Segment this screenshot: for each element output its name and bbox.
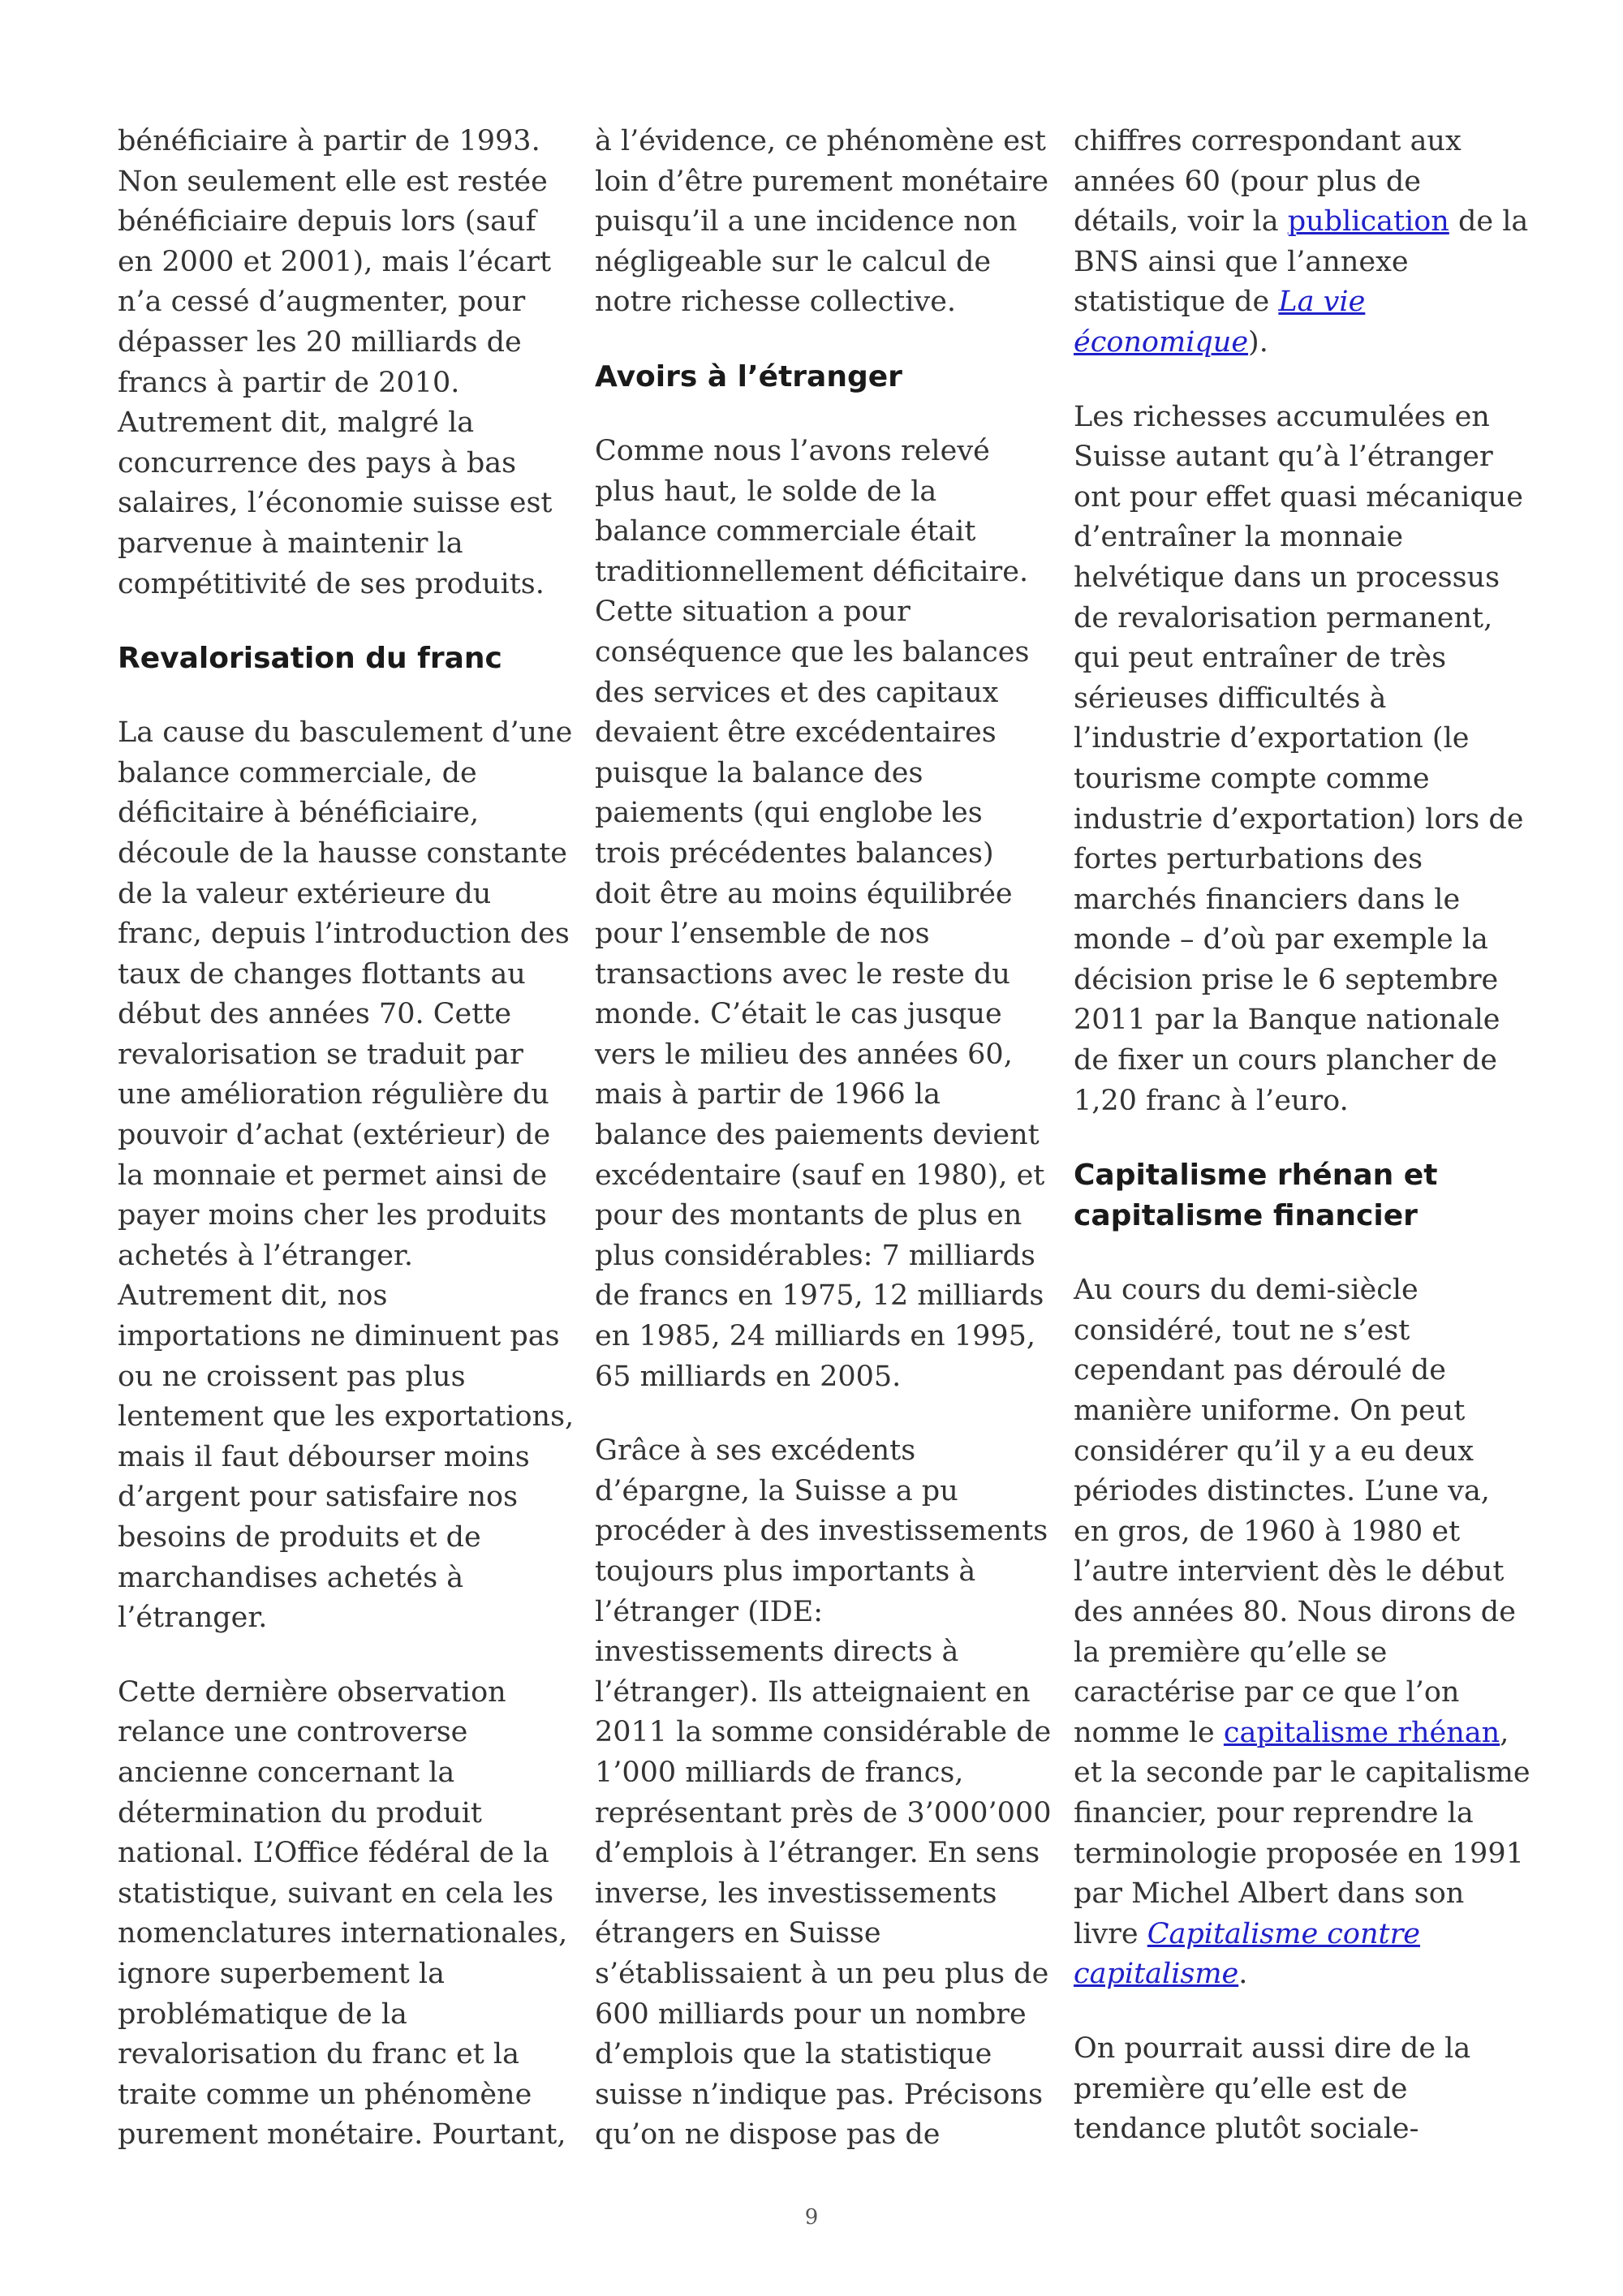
text-line: n’a cessé d’augmenter, pour — [118, 286, 526, 319]
text-line: On pourrait aussi dire de la — [1074, 2032, 1471, 2065]
section-heading — [1074, 1155, 1528, 1236]
text-line: l’industrie d’exportation (le — [1074, 722, 1470, 755]
text-line: en 1985, 24 milliards en 1995, — [595, 1320, 1035, 1353]
text-line: devaient être excédentaires — [595, 716, 997, 750]
text-line: dépasser les 20 milliards de — [118, 325, 522, 359]
text-line: national. L’Office fédéral de la — [118, 1837, 549, 1870]
text-line: déficitaire à bénéficiaire, — [118, 797, 480, 830]
text-line — [1074, 1593, 1528, 1633]
text-segment: statistique de — [1074, 286, 1279, 319]
text-segment: en gros, de 1960 à 1980 et — [1074, 1515, 1461, 1548]
text-line: pour l’ensemble de nos — [595, 918, 930, 951]
paragraph — [118, 122, 572, 604]
text-line: qu’on ne dispose pas de — [595, 2118, 941, 2152]
text-line: inverse, les investissements — [595, 1877, 997, 1910]
text-line: à l’évidence, ce phénomène est — [595, 125, 1046, 157]
text-line: plus considérables: 7 milliards — [595, 1239, 1035, 1272]
paragraph — [118, 1673, 572, 2156]
paragraph — [595, 1431, 1052, 2156]
text-line: Capitalisme rhénan et — [1074, 1159, 1438, 1193]
text-line: salaires, l’économie suisse est — [118, 487, 553, 520]
text-segment: manière uniforme. On peut — [1074, 1395, 1466, 1428]
text-segment: années 60 (pour plus de — [1074, 165, 1421, 198]
text-line — [1074, 1351, 1528, 1391]
text-line: conséquence que les balances — [595, 635, 1030, 669]
text-line: franc, depuis l’introduction des — [118, 918, 570, 951]
text-line — [1074, 1753, 1528, 1794]
text-segment: Au cours du demi-siècle — [1074, 1274, 1419, 1307]
text-line: de francs en 1975, 12 milliards — [595, 1279, 1044, 1313]
link-capitalisme-contre[interactable]: Capitalisme contre — [1147, 1917, 1421, 1950]
paragraph — [118, 713, 575, 1639]
text-segment: considéré, tout ne s’est — [1074, 1314, 1410, 1347]
text-line — [1074, 323, 1528, 363]
text-segment: chiffres correspondant aux — [1074, 125, 1462, 157]
text-line: première qu’elle est de — [1074, 2072, 1408, 2105]
text-line: en 2000 et 2001), mais l’écart — [118, 245, 552, 278]
text-line: détermination du produit — [118, 1796, 482, 1829]
text-line — [1074, 162, 1528, 203]
text-line: bénéficiaire à partir de 1993. — [118, 125, 540, 157]
text-line: Autrement dit, nos — [118, 1279, 388, 1313]
text-line: pouvoir d’achat (extérieur) de — [118, 1119, 551, 1152]
text-line: d’argent pour satisfaire nos — [118, 1481, 519, 1514]
text-line: 65 milliards en 2005. — [595, 1360, 902, 1393]
paragraph — [595, 432, 1049, 1397]
text-line: relance une controverse — [118, 1716, 468, 1749]
text-line: Cette dernière observation — [118, 1675, 506, 1709]
text-line: bénéficiaire depuis lors (sauf — [118, 205, 536, 239]
text-line: statistique, suivant en cela les — [118, 1877, 554, 1910]
text-segment: la première qu’elle se — [1074, 1636, 1388, 1669]
text-line: découle de la hausse constante — [118, 836, 567, 870]
text-line: excédentaire (sauf en 1980), et — [595, 1159, 1045, 1192]
text-line: ignore superbement la — [118, 1957, 445, 1990]
text-line: balance des paiements devient — [595, 1119, 1040, 1152]
text-segment: cependant pas déroulé de — [1074, 1354, 1446, 1387]
link-la-vie[interactable]: La vie — [1278, 286, 1366, 319]
text-line: mais il faut débourser moins — [118, 1440, 530, 1473]
text-column-2 — [595, 122, 1052, 2190]
text-segment: de la — [1449, 205, 1529, 239]
text-segment: nomme le — [1074, 1716, 1224, 1749]
text-line: 2011 par la Banque nationale — [1074, 1004, 1500, 1037]
text-line: investissements directs à — [595, 1636, 959, 1669]
text-line: s’établissaient à un peu plus de — [595, 1957, 1049, 1990]
text-line: Cette situation a pour — [595, 595, 911, 629]
text-line — [1074, 1391, 1528, 1432]
text-line: Avoirs à l’étranger — [595, 359, 902, 393]
text-line: lentement que les exportations, — [118, 1400, 575, 1434]
text-segment: détails, voir la — [1074, 205, 1288, 239]
text-line: d’épargne, la Suisse a pu — [595, 1474, 958, 1507]
text-line: de revalorisation permanent, — [1074, 601, 1493, 634]
text-line: une amélioration régulière du — [118, 1078, 549, 1111]
section-heading — [118, 638, 572, 679]
text-segment: des années 80. Nous dirons de — [1074, 1596, 1516, 1628]
text-line: compétitivité de ses produits. — [118, 567, 545, 600]
text-line — [1074, 122, 1528, 162]
text-line: qui peut entraîner de très — [1074, 642, 1447, 675]
text-line: étrangers en Suisse — [595, 1917, 881, 1950]
text-line: plus haut, le solde de la — [595, 475, 937, 508]
paragraph — [595, 122, 1049, 323]
text-line: fortes perturbations des — [1074, 843, 1423, 876]
page-number: 9 — [804, 2205, 819, 2229]
text-line: paiements (qui englobe les — [595, 797, 983, 830]
text-line — [1074, 1874, 1528, 1915]
text-line: traditionnellement déficitaire. — [595, 555, 1029, 588]
link-publication[interactable]: publication — [1287, 205, 1449, 239]
text-line — [1074, 1552, 1528, 1593]
text-line: de fixer un cours plancher de — [1074, 1044, 1497, 1077]
link-capitalisme[interactable]: capitalisme — [1074, 1958, 1239, 1991]
text-line — [1074, 1432, 1528, 1473]
text-line: taux de changes flottants au — [118, 957, 526, 991]
text-line — [1074, 282, 1528, 323]
text-line: balance commerciale, de — [118, 756, 477, 789]
text-line: négligeable sur le calcul de — [595, 245, 992, 278]
text-line: tendance plutôt sociale- — [1074, 2113, 1419, 2146]
text-line: procéder à des investissements — [595, 1515, 1048, 1548]
text-line: début des années 70. Cette — [118, 998, 512, 1031]
text-line: ou ne croissent pas plus — [118, 1360, 466, 1393]
text-line: nomenclatures internationales, — [118, 1917, 568, 1950]
text-line: marchandises achetés à — [118, 1561, 464, 1594]
text-line: d’emplois à l’étranger. En sens — [595, 1837, 1040, 1870]
text-line: la monnaie et permet ainsi de — [118, 1159, 548, 1192]
text-line: purement monétaire. Pourtant, — [118, 2118, 566, 2152]
text-line: toujours plus importants à — [595, 1555, 976, 1588]
text-line: La cause du basculement d’une — [118, 716, 573, 750]
section-heading — [595, 357, 1049, 398]
text-segment: BNS ainsi que l’annexe — [1074, 245, 1409, 278]
text-line: l’étranger). Ils atteignaient en — [595, 1675, 1031, 1709]
paragraph — [1074, 122, 1528, 363]
text-line: Comme nous l’avons relevé — [595, 434, 990, 467]
text-segment: et la seconde par le capitalisme — [1074, 1756, 1530, 1790]
text-segment: , — [1500, 1716, 1509, 1749]
text-segment: livre — [1074, 1917, 1147, 1950]
text-line: achetés à l’étranger. — [118, 1239, 413, 1272]
text-line — [1074, 1472, 1528, 1512]
text-line: Les richesses accumulées en — [1074, 400, 1490, 433]
link-capitalisme-rhenan[interactable]: capitalisme rhénan — [1223, 1716, 1500, 1749]
text-line: tourisme compte comme — [1074, 762, 1430, 795]
text-line — [1074, 1915, 1528, 1955]
text-line — [1074, 243, 1528, 283]
text-line: importations ne diminuent pas — [118, 1320, 560, 1353]
text-line: de la valeur extérieure du — [118, 877, 492, 910]
text-line: des services et des capitaux — [595, 676, 999, 709]
text-line: marchés financiers dans le — [1074, 883, 1461, 916]
text-line — [1074, 1633, 1528, 1674]
text-line — [1074, 1271, 1528, 1311]
text-line: parvenue à maintenir la — [118, 527, 463, 560]
text-segment: terminologie proposée en 1991 — [1074, 1837, 1524, 1870]
text-line: puisqu’il a une incidence non — [595, 205, 1018, 239]
link-economique[interactable]: économique — [1074, 325, 1249, 359]
text-line: 2011 la somme considérable de — [595, 1716, 1052, 1749]
text-line — [1074, 1512, 1528, 1553]
text-line: problématique de la — [118, 1997, 407, 2031]
text-line — [1074, 1673, 1528, 1713]
text-line: représentant près de 3’000’000 — [595, 1796, 1052, 1829]
text-segment: caractérise par ce que l’on — [1074, 1676, 1460, 1709]
paragraph — [1074, 1271, 1528, 1995]
text-line: notre richesse collective. — [595, 286, 957, 319]
text-line — [1074, 1794, 1528, 1834]
text-line: revalorisation se traduit par — [118, 1038, 523, 1071]
text-line: mais à partir de 1966 la — [595, 1078, 941, 1111]
text-segment: périodes distinctes. L’une va, — [1074, 1475, 1490, 1508]
text-line: besoins de produits et de — [118, 1521, 481, 1554]
text-line: ont pour effet quasi mécanique — [1074, 480, 1524, 514]
text-line — [1074, 1713, 1528, 1754]
text-line: 1’000 milliards de francs, — [595, 1756, 964, 1789]
text-line: industrie d’exportation) lors de — [1074, 802, 1524, 836]
text-line: balance commerciale était — [595, 515, 976, 548]
text-line: pour des montants de plus en — [595, 1199, 1022, 1232]
text-line — [1074, 1311, 1528, 1352]
text-line: traite comme un phénomène — [118, 2078, 532, 2111]
paragraph — [1074, 398, 1528, 1122]
text-line: 1,20 franc à l’euro. — [1074, 1084, 1349, 1117]
text-line: ancienne concernant la — [118, 1756, 455, 1789]
text-line: d’emplois que la statistique — [595, 2038, 992, 2071]
text-line: 600 milliards pour un nombre — [595, 1997, 1027, 2031]
text-line: Revalorisation du franc — [118, 642, 502, 676]
text-line: vers le milieu des années 60, — [595, 1038, 1013, 1071]
text-column-1 — [118, 122, 575, 2190]
text-line — [1074, 1834, 1528, 1875]
text-column-3 — [1074, 122, 1528, 2184]
text-line: Autrement dit, malgré la — [118, 406, 475, 440]
text-line: Suisse autant qu’à l’étranger — [1074, 441, 1493, 474]
text-line: francs à partir de 2010. — [118, 366, 460, 399]
text-line — [1074, 202, 1528, 243]
text-segment: considérer qu’il y a eu deux — [1074, 1434, 1474, 1468]
text-line: helvétique dans un processus — [1074, 561, 1500, 594]
text-line: d’entraîner la monnaie — [1074, 521, 1404, 554]
text-line — [1074, 1954, 1528, 1995]
text-line: doit être au moins équilibrée — [595, 877, 1013, 910]
paragraph — [1074, 2029, 1528, 2150]
text-line: Non seulement elle est restée — [118, 165, 548, 198]
text-line: revalorisation du franc et la — [118, 2038, 519, 2071]
text-line: décision prise le 6 septembre — [1074, 963, 1499, 996]
text-line: suisse n’indique pas. Précisons — [595, 2078, 1044, 2111]
text-line: transactions avec le reste du — [595, 957, 1010, 991]
text-line: l’étranger (IDE: — [595, 1595, 824, 1628]
text-segment: ). — [1248, 325, 1268, 359]
text-line: Grâce à ses excédents — [595, 1434, 916, 1468]
text-line: loin d’être purement monétaire — [595, 165, 1049, 198]
text-line: monde. C’était le cas jusque — [595, 998, 1002, 1031]
text-line: monde – d’où par exemple la — [1074, 923, 1488, 957]
text-line: puisque la balance des — [595, 756, 923, 789]
text-line: trois précédentes balances) — [595, 836, 994, 870]
text-segment: par Michel Albert dans son — [1074, 1877, 1465, 1911]
text-line: l’étranger. — [118, 1602, 268, 1635]
text-segment: financier, pour reprendre la — [1074, 1796, 1474, 1829]
text-line: sérieuses difficultés à — [1074, 681, 1387, 715]
text-line: capitalisme financier — [1074, 1199, 1418, 1233]
text-line: concurrence des pays à bas — [118, 446, 517, 479]
text-line: payer moins cher les produits — [118, 1199, 547, 1232]
text-segment: . — [1238, 1958, 1248, 1991]
text-segment: l’autre intervient dès le début — [1074, 1555, 1505, 1589]
